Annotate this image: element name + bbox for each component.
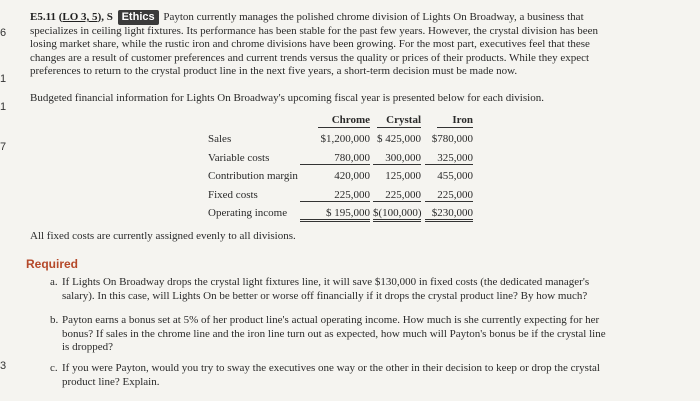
cell: 300,000 [373, 152, 421, 165]
cell: $ 425,000 [377, 133, 421, 145]
row-label: Sales [208, 133, 232, 145]
cell: 225,000 [373, 189, 421, 202]
col-header-crystal: Crystal [386, 114, 421, 126]
col-header-chrome: Chrome [331, 114, 370, 126]
question-letter: a. [50, 276, 58, 288]
cell: $(100,000) [373, 207, 421, 222]
question-b: Payton earns a bonus set at 5% of her product line's actual operating income. How much is she currently expecting for her bonus? If sales in the chrome line and the iron line turn out as expected, how much will Payton's bonus be if the crystal line is dropped? [62, 314, 606, 354]
gutter-mark: 1 [0, 101, 7, 113]
cell: 325,000 [425, 152, 473, 165]
fixed-costs-note: All fixed costs are currently assigned evenly to all divisions. [30, 230, 296, 242]
row-label: Variable costs [208, 152, 270, 164]
cell: $1,200,000 [320, 133, 370, 145]
gutter-mark: 1 [0, 73, 7, 85]
row-label: Fixed costs [208, 189, 258, 201]
cell: $780,000 [431, 133, 473, 145]
question-a: If Lights On Broadway drops the crystal light fixtures line, it will save $130,000 in fixed costs (the dedicated manager's salary). In this case, will Lights On be better or worse off financially if it drops the crystal product line? By how much? [62, 276, 590, 302]
cell: 780,000 [300, 152, 370, 165]
gutter-mark: 7 [0, 141, 7, 153]
problem-id: E5.11 [30, 11, 56, 23]
cell: 225,000 [300, 189, 370, 202]
cell: 125,000 [385, 170, 421, 182]
question-letter: b. [50, 314, 59, 326]
gutter-mark: 6 [0, 27, 7, 39]
budget-line: Budgeted financial information for Lights On Broadway's upcoming fiscal year is presented below for each division. [30, 92, 544, 104]
row-label: Contribution margin [208, 170, 298, 182]
cell: 420,000 [334, 170, 370, 182]
cell: $230,000 [425, 207, 473, 222]
cell: 455,000 [437, 170, 473, 182]
cell: 225,000 [425, 189, 473, 202]
cell: $ 195,000 [300, 207, 370, 222]
ethics-badge: Ethics [118, 10, 159, 25]
gutter-mark: 3 [0, 360, 7, 372]
required-heading: Required [26, 257, 79, 271]
problem-intro: E5.11 (LO 3, 5), S Ethics Payton currently manages the polished chrome division of Lights On Broadway, a business that specializes in ceiling light fixtures. Its performance has been stable for the past few years. However, the crystal division has been losing market share, while the rustic iron and chrome divisions have been growing. For the most part, executives feel that these changes are a result of customer preferences and current trends versus the quality or prices of their products. While they expect preferences to return to the crystal product line in the next five years, a short-term decision must be made now. [30, 11, 599, 77]
question-letter: c. [50, 362, 58, 374]
col-header-iron: Iron [452, 114, 473, 126]
question-c: If you were Payton, would you try to sway the executives one way or the other in their decision to keep or drop the crystal product line? Explain. [62, 362, 600, 388]
learning-objective-link[interactable]: LO 3, 5 [62, 11, 98, 23]
row-label: Operating income [208, 207, 288, 219]
